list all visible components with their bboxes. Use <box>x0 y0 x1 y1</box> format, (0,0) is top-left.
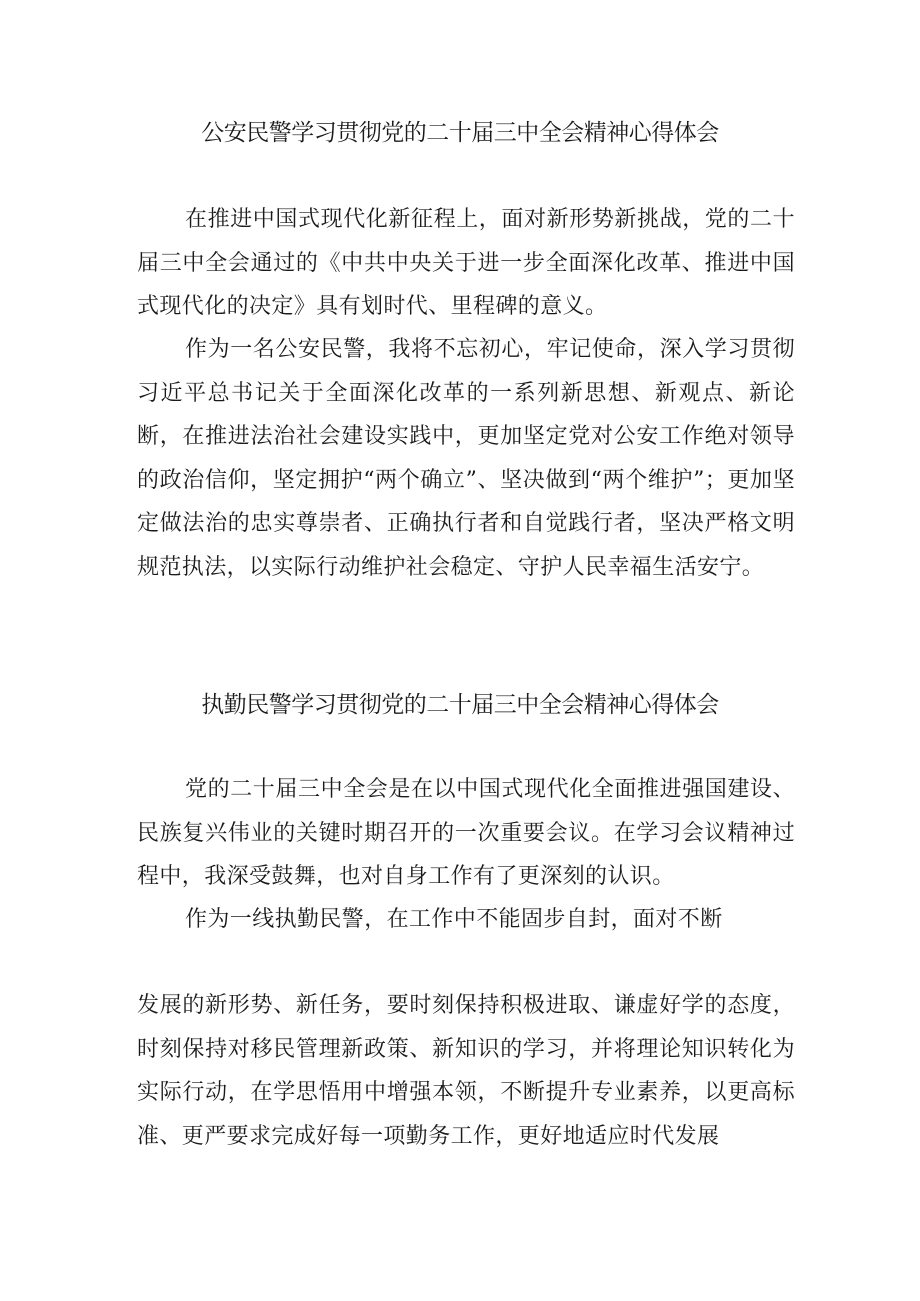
section-2-paragraph-2: 作为一线执勤民警，在工作中不能固步自封，面对不断 <box>185 907 723 932</box>
section-2-paragraph-2-continued: 发展的新形势、新任务，要时刻保持积极进取、谦虚好学的态度，时刻保持对移民管理新政策、新知识的学习，并将理论知识转化为实际行动，在学思悟用中增强本领，不断提升专业素养，以更高标准、更严要求完成好每一项勤务工作，更好地适应时代发展 <box>137 993 795 1149</box>
section-1-paragraph-1: 在推进中国式现代化新征程上，面对新形势新挑战，党的二十届三中全会通过的《中共中央关于进一步全面深化改革、推进中国式现代化的决定》具有划时代、里程碑的意义。 <box>137 207 795 319</box>
section-1-paragraph-2: 作为一名公安民警，我将不忘初心，牢记使命，深入学习贯彻习近平总书记关于全面深化改革的一系列新思想、新观点、新论断，在推进法治社会建设实践中，更加坚定党对公安工作绝对领导的政治信仰，坚定拥护“两个确立”、坚决做到“两个维护”；更加坚定做法治的忠实尊崇者、正确执行者和自觉践行者，坚决严格文明规范执法，以实际行动维护社会稳定、守护人民幸福生活安宁。 <box>137 337 795 580</box>
section-1-title: 公安民警学习贯彻党的二十届三中全会精神心得体会 <box>201 120 719 146</box>
section-2-title: 执勤民警学习贯彻党的二十届三中全会精神心得体会 <box>201 692 719 718</box>
section-2-paragraph-1: 党的二十届三中全会是在以中国式现代化全面推进强国建设、民族复兴伟业的关键时期召开的一次重要会议。在学习会议精神过程中，我深受鼓舞，也对自身工作有了更深刻的认识。 <box>137 777 795 889</box>
